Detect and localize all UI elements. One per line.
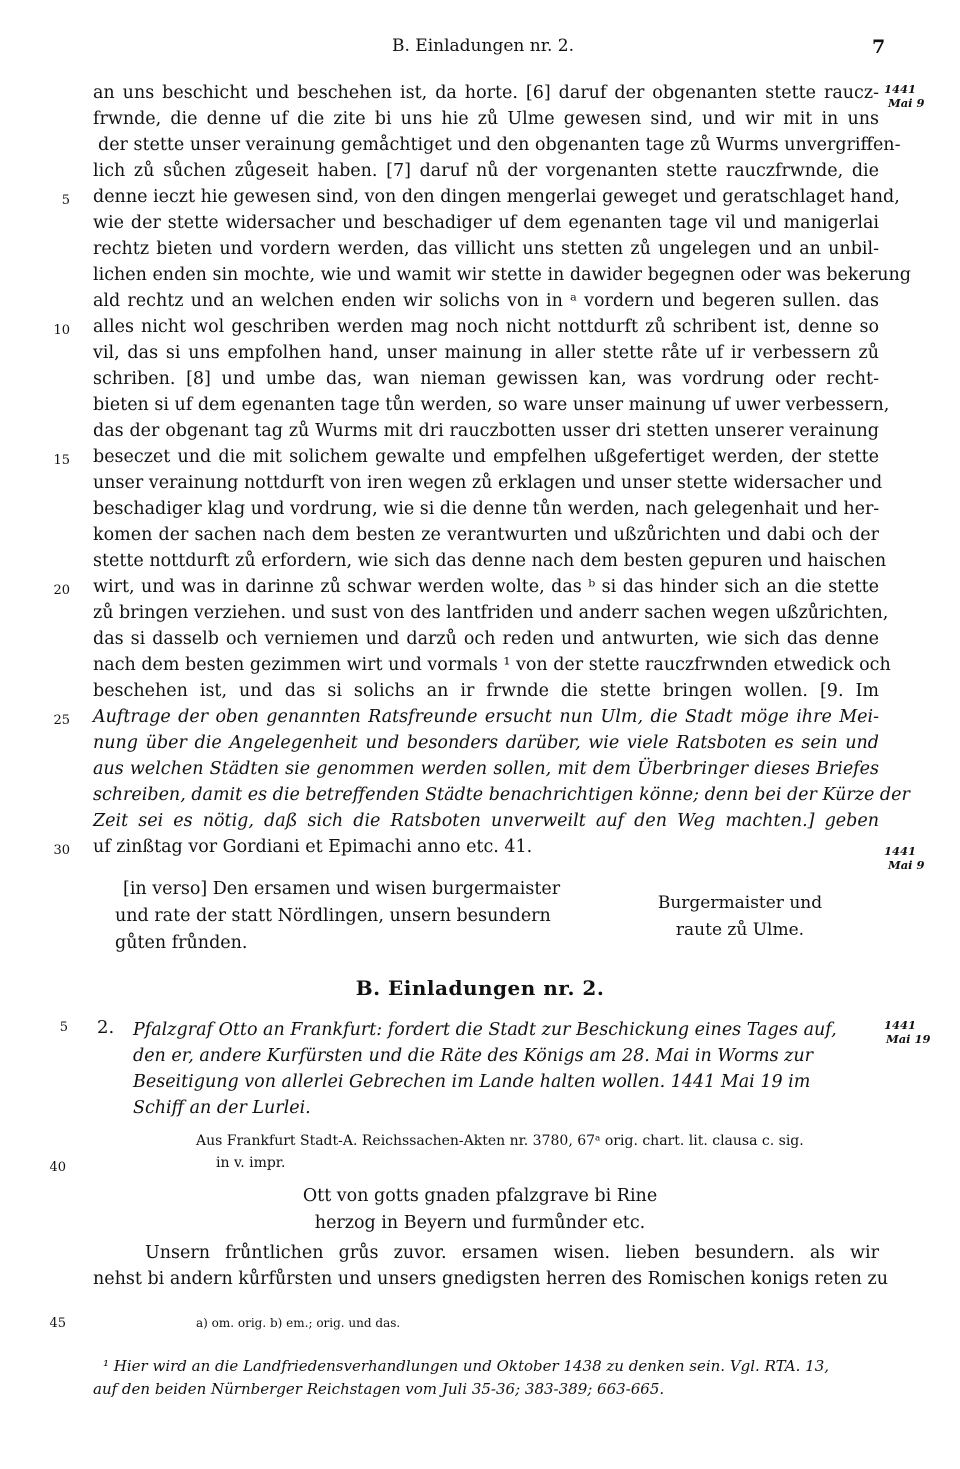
text-line: Zeit sei es nötig, daß sich die Ratsboten unverweilt auf den Weg machten.] geben	[93, 811, 879, 831]
margin-day: Mai 9	[888, 858, 925, 872]
text-line: bieten si uf dem egenanten tage tůn werden, so ware unser mainung uf uwer verbessern,	[93, 395, 890, 415]
text-line: unser verainung nottdurft von iren wegen zů erklagen und unser stette widersacher und	[93, 473, 883, 493]
text-line: frwnde, die denne uf die zite bi uns hie zů Ulme gewesen sind, und wir mit in uns	[93, 109, 879, 129]
margin-day: Mai 9	[888, 96, 925, 110]
text-line: wirt, und was in darinne zů schwar werden wolte, das ᵇ si das hinder sich an die stette	[93, 577, 879, 597]
text-line: lichen enden sin mochte, wie und wamit wir stette in dawider begegnen oder was bekerung	[93, 265, 911, 285]
line-number: 5	[61, 193, 70, 208]
text-line: Auftrage der oben genannten Ratsfreunde ersucht nun Ulm, die Stadt möge ihre Mei-	[93, 707, 879, 727]
letter-body-line: Unsern frůntlichen grůs zuvor. ersamen wisen. lieben besundern. als wir	[145, 1243, 879, 1263]
text-line: stette nottdurft zů erfordern, wie sich das denne nach dem besten gepuren und haischen	[93, 551, 887, 571]
text-line: beseczet und die mit solichem gewalte und empfelhen ußgefertiget werden, der stette	[93, 447, 879, 467]
footnote-line: ¹ Hier wird an die Landfriedensverhandlungen und Oktober 1438 zu denken sein. Vgl. RTA. 13,	[103, 1357, 830, 1375]
source-note	[196, 1130, 804, 1174]
margin-day: Mai 19	[886, 1032, 931, 1046]
source-line: in v. impr.	[216, 1155, 286, 1171]
text-line: aus welchen Städten sie genommen werden sollen, mit dem Überbringer dieses Briefes	[93, 759, 879, 779]
text-line: nung über die Angelegenheit und besonders darüber, wie viele Ratsboten es sein und	[93, 733, 879, 753]
text-line: der stette unser verainung gemåchtiget und den obgenanten tage zů Wurms unvergriffen-	[98, 135, 901, 155]
margin-date-2	[884, 844, 925, 872]
text-line: schriben. [8] und umbe das, wan nieman gewissen kan, was vordrung oder recht-	[93, 369, 879, 389]
intitulatio-line: herzog in Beyern und furmůnder etc.	[314, 1213, 646, 1233]
letter-intitulatio	[0, 1183, 960, 1237]
text-line: alles nicht wol geschriben werden mag noch nicht nottdurft zů schribent ist, denne so	[93, 317, 879, 337]
regest-line: Beseitigung von allerlei Gebrechen im Lande halten wollen. 1441 Mai 19 im	[133, 1072, 811, 1092]
sender-signature	[640, 890, 840, 944]
text-line: zů bringen verziehen. und sust von des lantfriden und anderr sachen wegen ußzůrichten,	[93, 603, 889, 623]
running-head: B. Einladungen nr. 2.	[392, 36, 574, 56]
footnote	[93, 1355, 829, 1401]
signature-line: raute zů Ulme.	[675, 920, 805, 940]
margin-year: 1441	[884, 1018, 917, 1032]
letter-body-line: nehst bi andern kůrfůrsten und unsers gnedigsten herren des Romischen konigs reten zu	[93, 1269, 888, 1289]
regest-line: Schiff an der Lurlei.	[133, 1098, 311, 1118]
intitulatio-line: Ott von gotts gnaden pfalzgrave bi Rine	[302, 1186, 658, 1206]
text-line: wie der stette widersacher und beschadiger uf dem egenanten tage vil und manigerlai	[93, 213, 879, 233]
line-number: 5	[59, 1020, 68, 1035]
document-number: 2.	[97, 1017, 115, 1038]
verso-line: [in verso] Den ersamen und wisen burgermaister	[123, 879, 561, 899]
text-line: beschehen ist, und das si solichs an ir frwnde die stette bringen wollen. [9. Im	[93, 681, 879, 701]
margin-date-1	[884, 82, 925, 110]
line-number: 40	[49, 1160, 66, 1175]
source-line: Aus Frankfurt Stadt-A. Reichssachen-Akten nr. 3780, 67ᵃ orig. chart. lit. clausa c. sig.	[196, 1133, 804, 1149]
variant-notes: a) om. orig. b) em.; orig. und das.	[196, 1316, 401, 1330]
text-line: das der obgenant tag zů Wurms mit dri rauczbotten usser dri stetten unserer verainung	[93, 421, 879, 441]
text-line: denne ieczt hie gewesen sind, von den dingen mengerlai geweget und geratschlaget hand,	[93, 187, 900, 207]
text-line: rechtz bieten und vordern werden, das villicht uns stetten zů ungelegen und an unbil-	[93, 239, 879, 259]
margin-year: 1441	[884, 82, 917, 96]
line-number: 30	[53, 843, 70, 858]
regest-summary	[133, 1017, 879, 1121]
line-number: 20	[53, 583, 70, 598]
margin-date-3	[884, 1018, 931, 1046]
text-line: vil, das si uns empfolhen hand, unser mainung in aller stette råte uf ir verbessern zů	[93, 343, 879, 363]
line-number: 45	[49, 1316, 66, 1331]
text-line: ald rechtz und an welchen enden wir solichs von in ᵃ vordern und begeren sullen. das	[93, 291, 879, 311]
text-line: an uns beschicht und beschehen ist, da horte. [6] daruf der obgenanten stette raucz-	[93, 83, 879, 103]
text-line: lich zů sůchen zůgeseit haben. [7] daruf nů der vorgenanten stette rauczfrwnde, die	[93, 161, 879, 181]
line-number: 15	[53, 453, 70, 468]
text-line: das si dasselb och verniemen und darzů och reden und antwurten, wie sich das denne	[93, 629, 879, 649]
line-number: 25	[53, 713, 70, 728]
regest-line: den er, andere Kurfürsten und die Räte des Königs am 28. Mai in Worms zur	[133, 1046, 813, 1066]
verso-line: gůten frůnden.	[115, 933, 248, 953]
signature-line: Burgermaister und	[657, 893, 823, 913]
verso-address	[115, 876, 585, 957]
footnote-line: auf den beiden Nürnberger Reichstagen vom Juli 35-36; 383-389; 663-665.	[93, 1380, 665, 1398]
line-number: 10	[53, 323, 70, 338]
text-line: schreiben, damit es die betreffenden Städte benachrichtigen könne; denn bei der Kürze der	[93, 785, 910, 805]
margin-year: 1441	[884, 844, 917, 858]
page-number: 7	[872, 36, 886, 58]
regest-line: Pfalzgraf Otto an Frankfurt: fordert die Stadt zur Beschickung eines Tages auf,	[133, 1020, 837, 1040]
section-heading: B. Einladungen nr. 2.	[355, 976, 605, 1000]
text-line: beschadiger klag und vordrung, wie si die denne tůn werden, nach gelegenhait und her-	[93, 499, 880, 519]
verso-line: und rate der statt Nördlingen, unsern besundern	[115, 906, 551, 926]
text-line: komen der sachen nach dem besten ze verantwurten und ußzůrichten und dabi och der	[93, 525, 879, 545]
text-line: nach dem besten gezimmen wirt und vormals ¹ von der stette rauczfrwnden etwedick och	[93, 655, 891, 675]
text-line: uf zinßtag vor Gordiani et Epimachi anno etc. 41.	[93, 837, 533, 857]
